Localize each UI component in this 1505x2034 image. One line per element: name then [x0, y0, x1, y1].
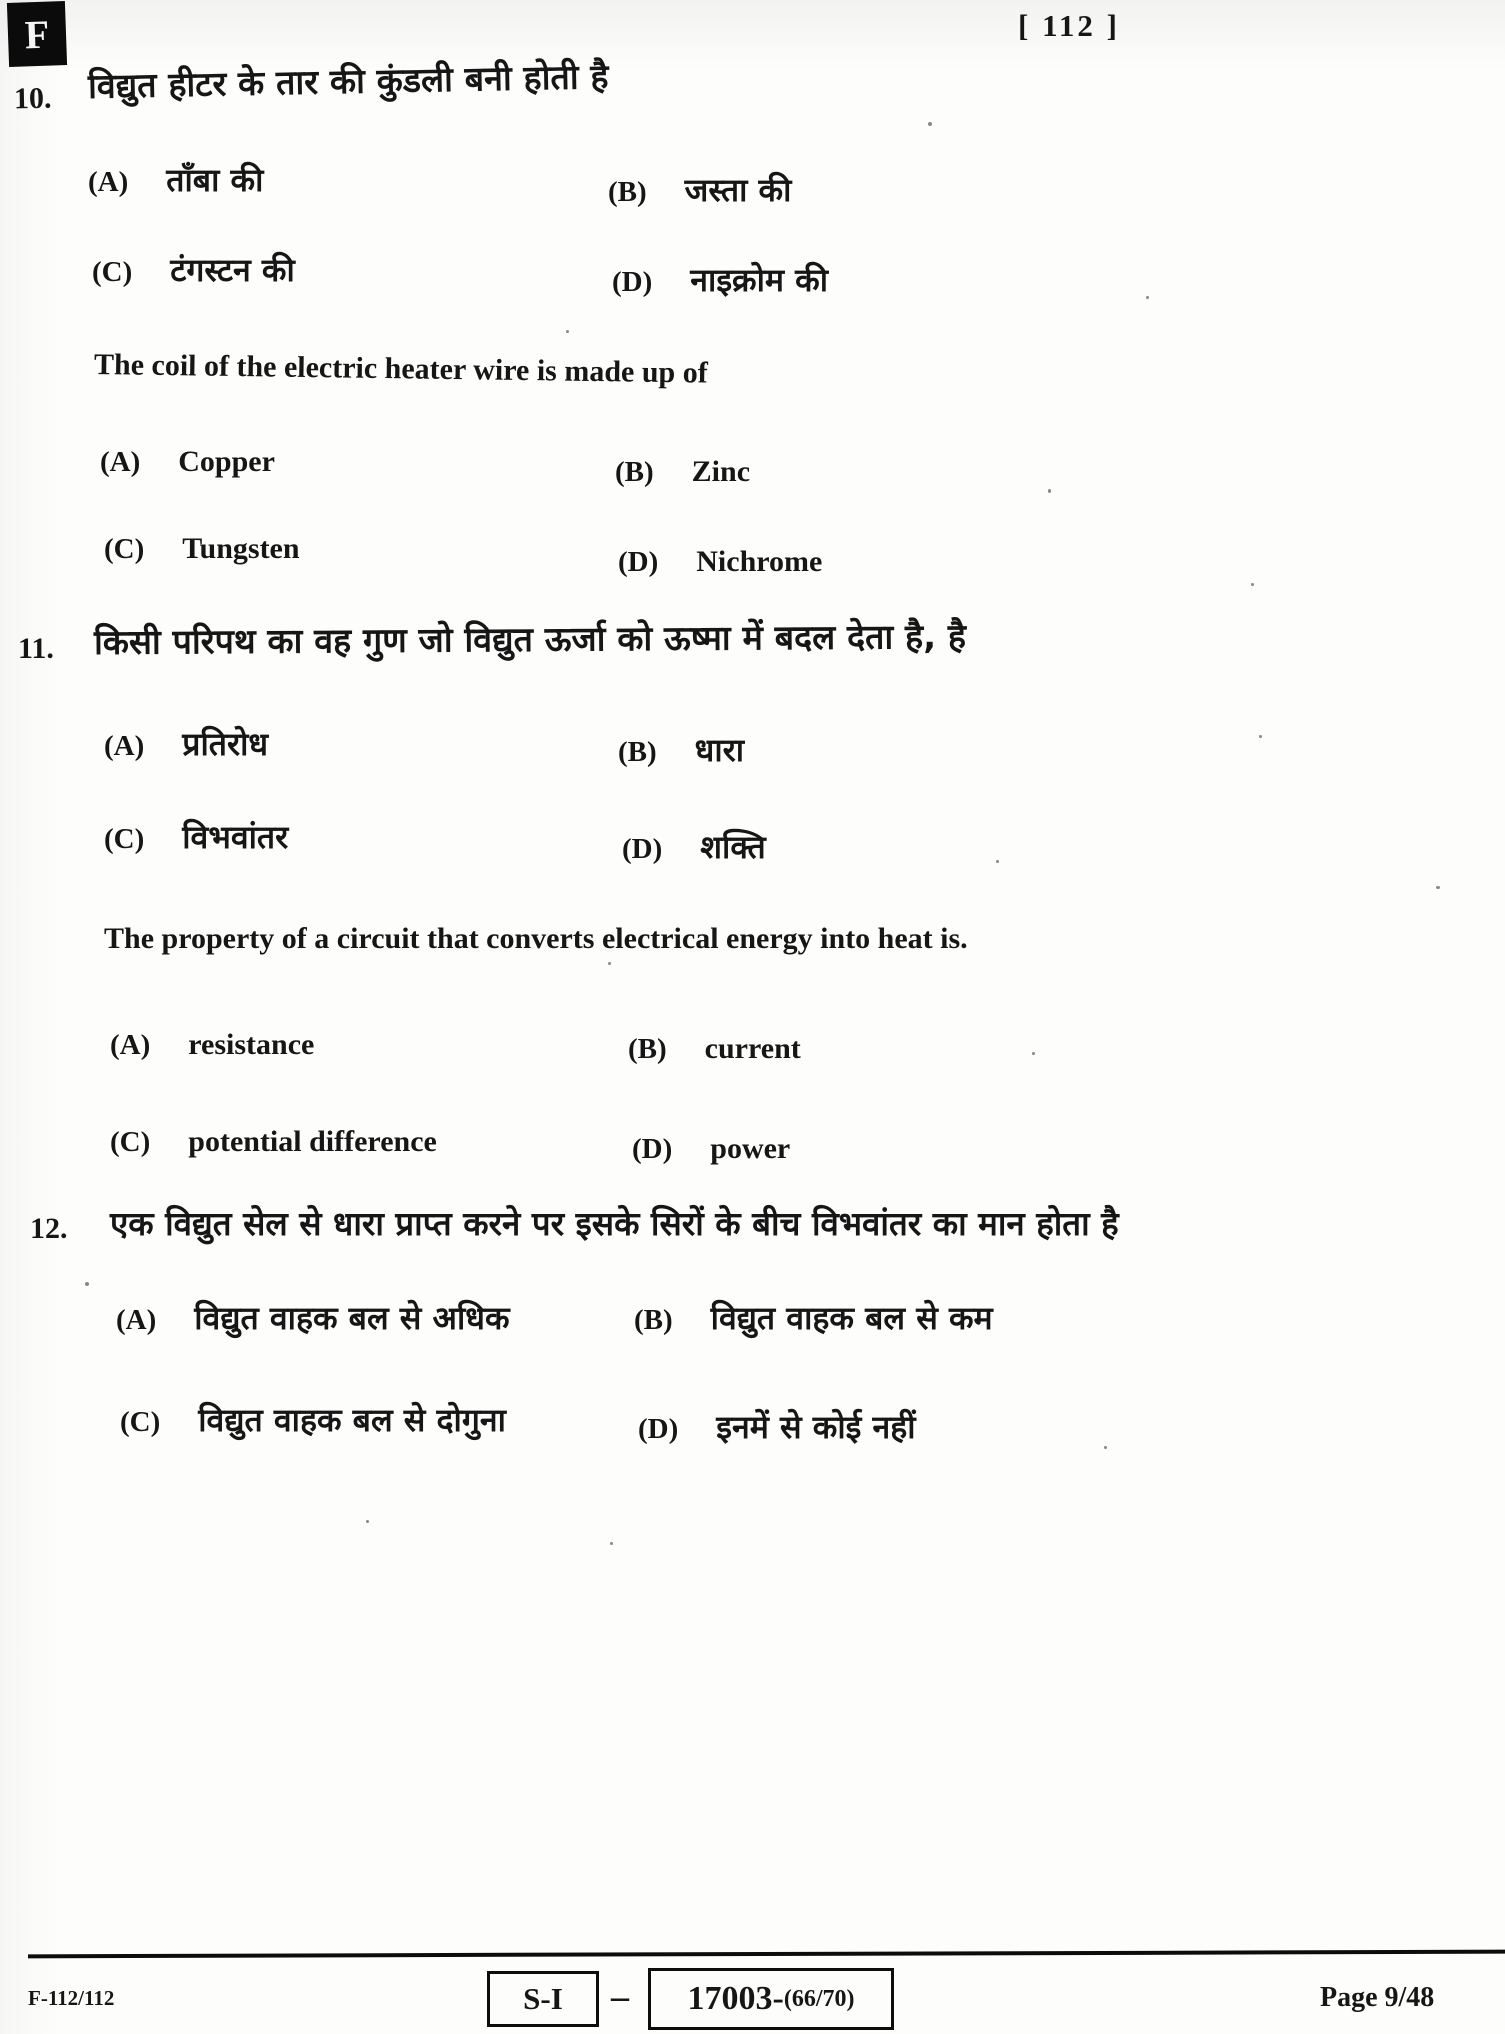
q12-number: 12. [30, 1212, 68, 1245]
option-text: power [710, 1132, 791, 1165]
scan-speck [996, 860, 999, 863]
q12-option-d-hindi [638, 1405, 916, 1448]
option-label: (C) [110, 1126, 151, 1158]
option-label: (C) [92, 256, 133, 288]
q11-number: 11. [18, 632, 54, 665]
footer-serial-box [648, 1968, 894, 2030]
scan-speck [1032, 1052, 1035, 1055]
option-text: ताँबा की [166, 161, 264, 199]
option-label: (A) [88, 166, 129, 198]
option-label: (B) [634, 1304, 673, 1336]
booklet-page-ref: [ 112 ] [1018, 8, 1120, 43]
option-text: current [704, 1032, 801, 1065]
option-label: (D) [618, 546, 659, 578]
q10-text-english: The coil of the electric heater wire is made up of [93, 348, 708, 390]
q10-option-c-english [104, 532, 300, 566]
option-label: (D) [638, 1413, 679, 1445]
q11-option-c-english [110, 1125, 437, 1159]
set-letter-box [7, 1, 67, 67]
option-label: (B) [608, 176, 647, 208]
option-text: Zinc [691, 455, 751, 488]
scan-speck [928, 122, 932, 126]
option-label: (C) [104, 533, 145, 565]
scan-speck [1048, 489, 1051, 493]
footer-page-number: Page 9/48 [1320, 1982, 1435, 2013]
q11-text-english: The property of a circuit that converts electrical energy into heat is. [104, 922, 968, 955]
q10-option-d-english [618, 545, 822, 579]
scan-speck [608, 962, 611, 965]
scan-speck [610, 1542, 613, 1545]
q12-option-b-hindi [634, 1296, 993, 1339]
option-label: (C) [120, 1406, 161, 1438]
footer-dash: – [611, 1976, 629, 2016]
q10-option-a-english [100, 445, 275, 479]
set-letter: F [24, 11, 50, 57]
scan-speck [1436, 886, 1440, 889]
q11-text-hindi: किसी परिपथ का वह गुण जो विद्युत ऊर्जा को ऊष्मा में बदल देता है, है [93, 616, 967, 663]
q10-number: 10. [13, 81, 52, 116]
q11-option-b-english [628, 1032, 801, 1066]
option-label: (B) [615, 456, 654, 488]
scan-speck [1251, 583, 1254, 586]
q11-option-d-hindi [622, 825, 766, 868]
scan-speck [366, 1520, 369, 1523]
option-label: (B) [628, 1033, 667, 1065]
option-text: Copper [178, 445, 275, 478]
option-label: (D) [632, 1133, 673, 1165]
footer-serial-number: 17003- [687, 1980, 784, 2017]
option-text: potential difference [188, 1125, 437, 1158]
scan-speck [85, 1282, 89, 1286]
option-text: जस्ता की [684, 171, 792, 209]
option-label: (B) [618, 736, 657, 768]
q11-option-b-hindi [618, 728, 744, 771]
q10-option-b-hindi [608, 168, 791, 211]
option-text: विद्युत वाहक बल से दोगुना [198, 1401, 506, 1439]
option-text: विभवांतर [182, 818, 289, 856]
option-text: प्रतिरोध [182, 725, 269, 763]
scan-speck [1104, 1446, 1107, 1449]
q10-option-d-hindi [612, 258, 828, 301]
q10-text-hindi: विद्युत हीटर के तार की कुंडली बनी होती है [87, 57, 609, 107]
scan-speck [1259, 735, 1262, 738]
q12-text-hindi: एक विद्युत सेल से धारा प्राप्त करने पर इसके सिरों के बीच विभवांतर का मान होता है [110, 1204, 1119, 1243]
footer-divider [28, 1950, 1505, 1959]
option-label: (A) [116, 1304, 157, 1336]
option-text: विद्युत वाहक बल से कम [710, 1299, 993, 1337]
option-label: (D) [612, 266, 653, 298]
option-text: टंगस्टन की [170, 251, 295, 289]
footer-serial-sub: (66/70) [783, 1985, 855, 2012]
option-text: शक्ति [700, 828, 766, 866]
scan-speck [566, 330, 569, 333]
footer-set-box [487, 1971, 599, 2027]
q12-option-a-hindi [116, 1296, 510, 1339]
footer-paper-code: F-112/112 [28, 1986, 115, 2010]
option-label: (A) [104, 730, 145, 762]
option-text: इनमें से कोई नहीं [716, 1408, 916, 1446]
q10-option-a-hindi [88, 158, 263, 201]
scan-speck [1146, 296, 1149, 299]
option-text: Nichrome [696, 545, 823, 578]
footer-set-code: S-I [523, 1981, 563, 2016]
option-text: धारा [694, 731, 745, 769]
q11-option-d-english [632, 1132, 790, 1166]
q12-option-c-hindi [120, 1398, 506, 1441]
q11-option-c-hindi [104, 815, 288, 858]
q11-option-a-english [110, 1028, 314, 1062]
option-label: (A) [110, 1029, 151, 1061]
option-text: Tungsten [182, 532, 300, 565]
option-label: (C) [104, 823, 145, 855]
q10-option-c-hindi [92, 248, 295, 291]
option-text: नाइक्रोम की [690, 261, 829, 299]
option-text: resistance [188, 1028, 315, 1061]
q11-option-a-hindi [104, 722, 268, 765]
option-label: (A) [100, 446, 141, 478]
option-label: (D) [622, 833, 663, 865]
option-text: विद्युत वाहक बल से अधिक [194, 1299, 510, 1337]
q10-option-b-english [615, 455, 750, 489]
